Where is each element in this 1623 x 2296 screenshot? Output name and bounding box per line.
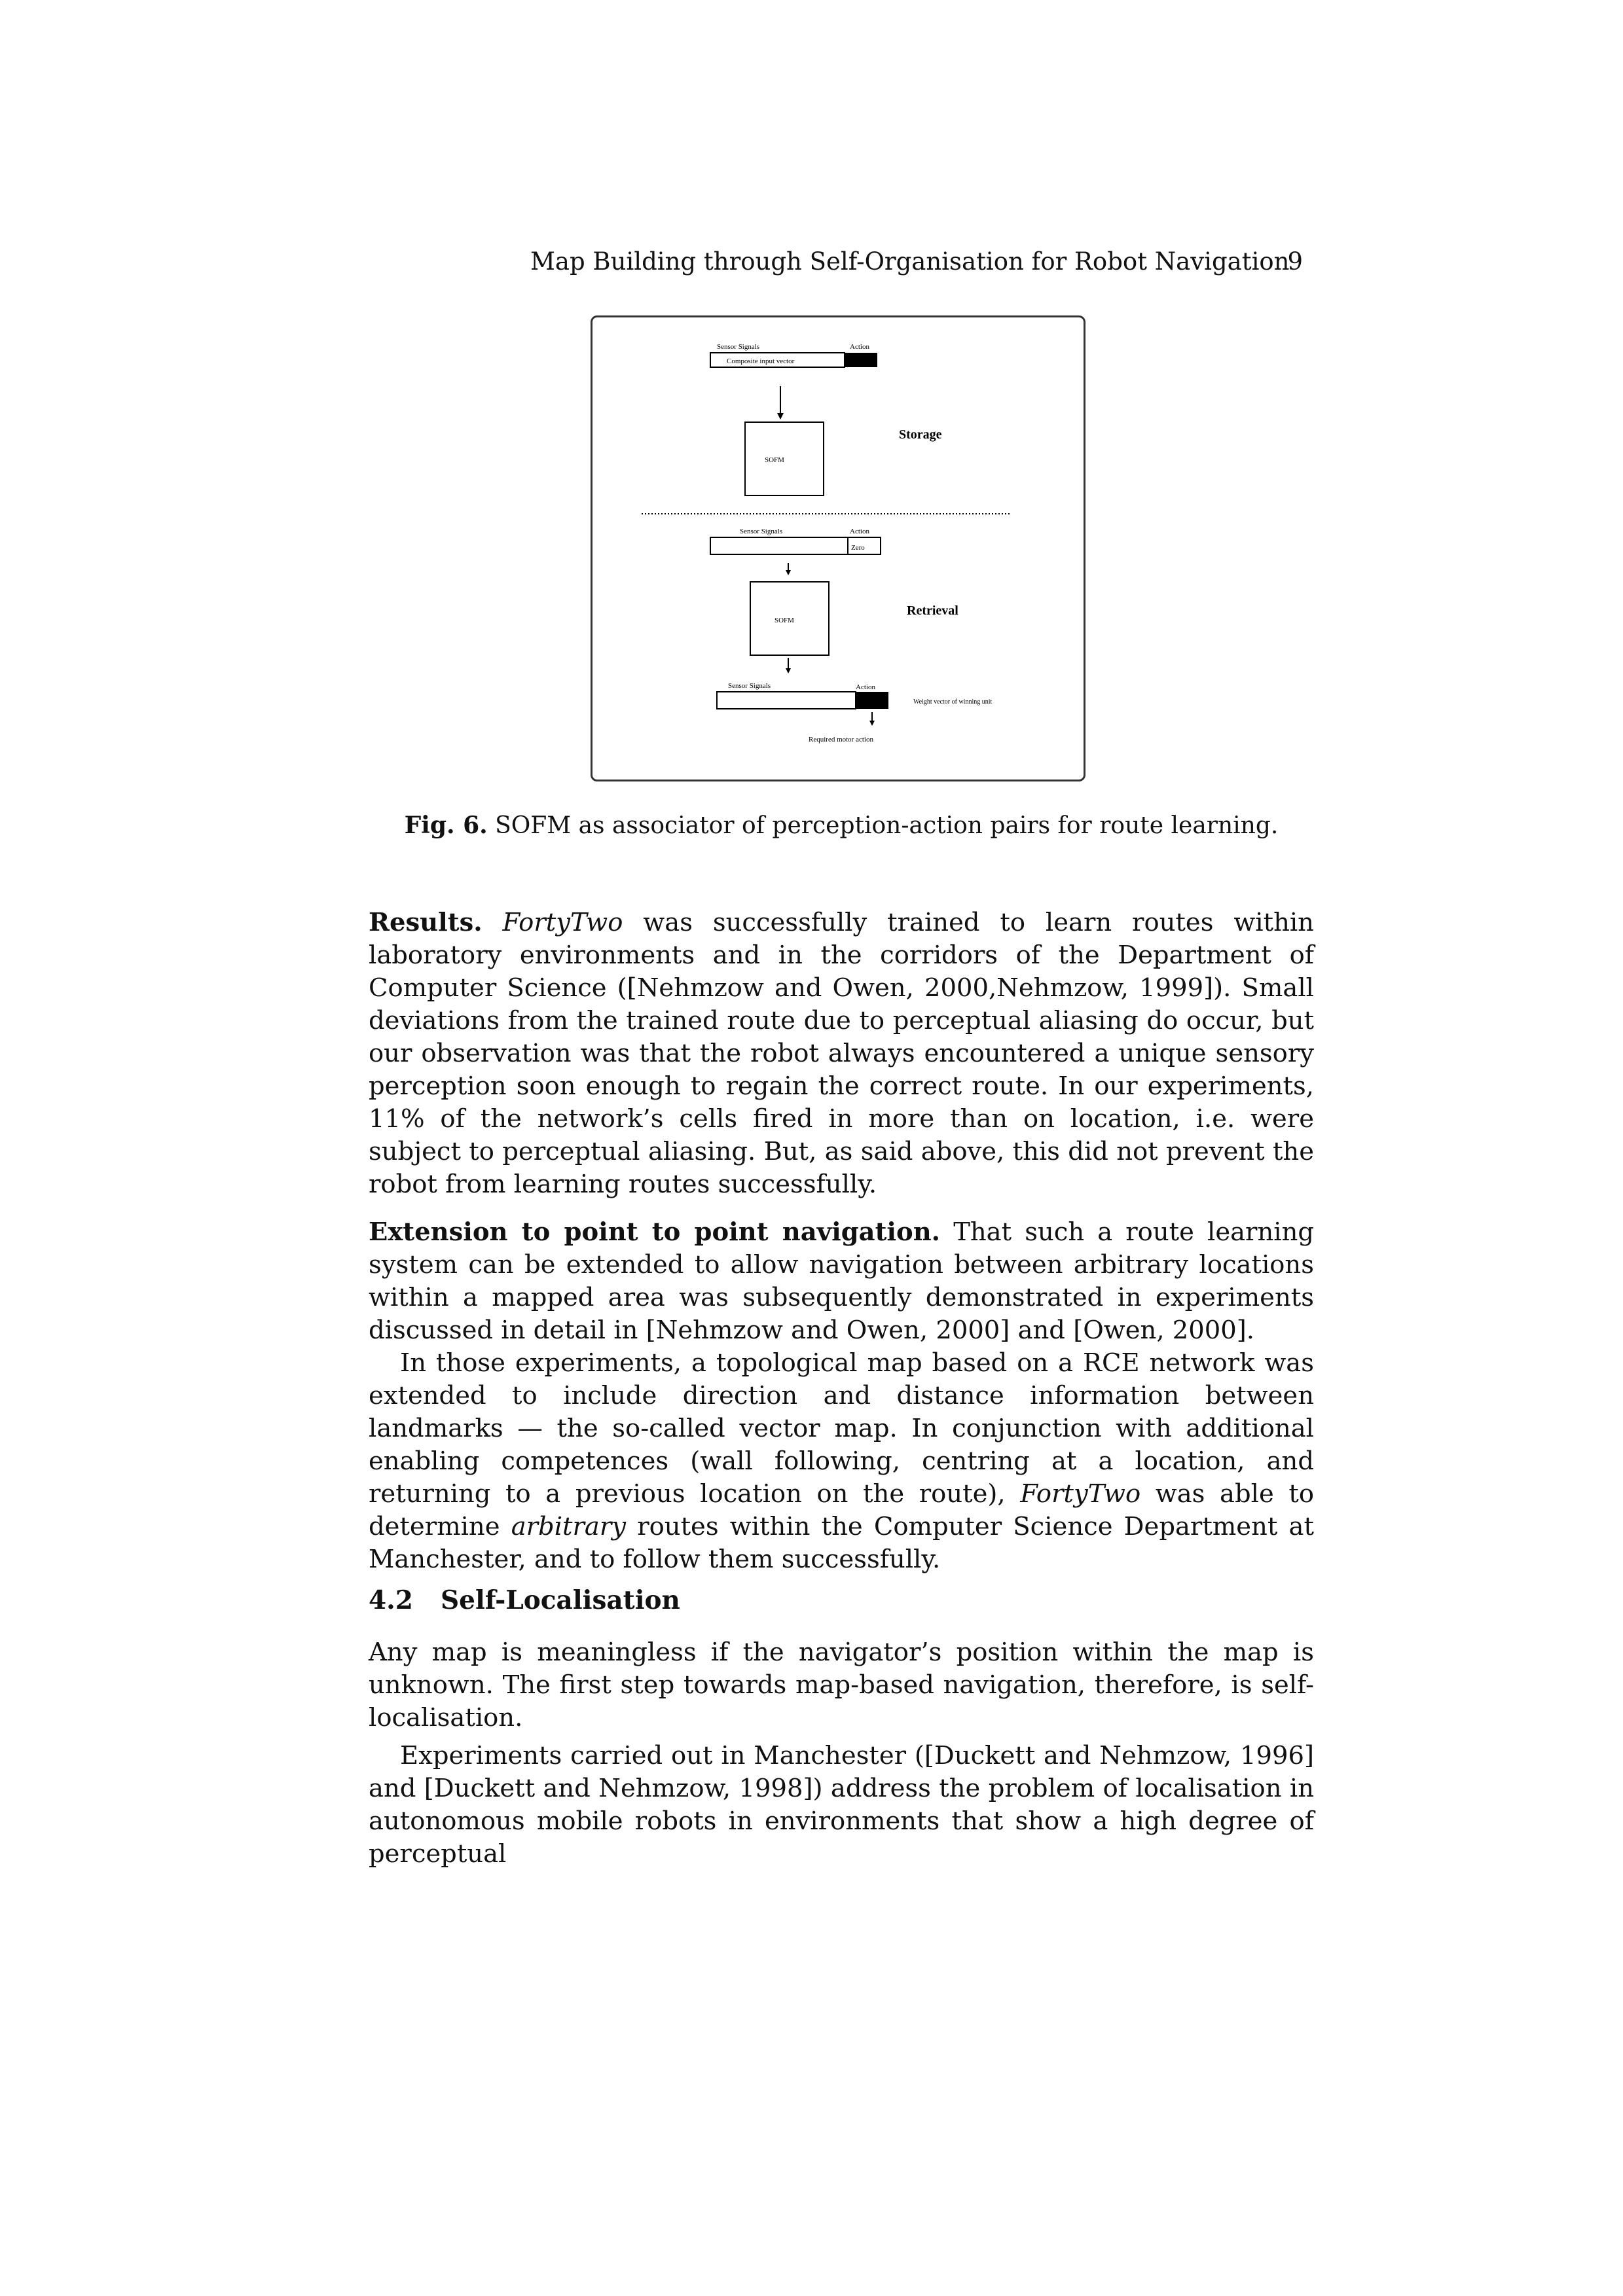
extension-paragraph-2 bbox=[369, 1347, 1314, 1576]
storage-composite-label: Composite input vector bbox=[727, 357, 795, 365]
figure-6 bbox=[591, 315, 1085, 781]
weight-vector-label: Weight vector of winning unit bbox=[913, 698, 993, 706]
weight-vector-action-block bbox=[856, 692, 888, 709]
retrieval-arrow-1-head bbox=[786, 570, 791, 575]
section-title: Self-Localisation bbox=[441, 1585, 680, 1615]
extension-p2-b: was able to determine bbox=[369, 1479, 1315, 1541]
retrieval-out-action-label: Action bbox=[856, 683, 875, 691]
extension-p2-c: routes within the Computer Science Department at Manchester, and to follow them successfully. bbox=[369, 1512, 1314, 1574]
retrieval-sensor-signals-label: Sensor Signals bbox=[740, 528, 783, 535]
caption-label: Fig. 6. bbox=[404, 812, 488, 839]
storage-action-label: Action bbox=[850, 343, 869, 351]
caption-text: SOFM as associator of perception-action pairs for route learning. bbox=[487, 812, 1279, 839]
storage-label: Storage bbox=[899, 427, 942, 442]
storage-sofm-box bbox=[745, 422, 824, 495]
extension-paragraph bbox=[369, 1216, 1314, 1347]
retrieval-zero-label: Zero bbox=[851, 544, 865, 552]
results-paragraph bbox=[369, 906, 1314, 1201]
storage-action-block bbox=[845, 353, 877, 367]
section-number: 4.2 bbox=[369, 1585, 413, 1615]
running-title: Map Building through Self-Organisation for Robot Navigation bbox=[530, 247, 1290, 276]
extension-block bbox=[369, 1216, 1314, 1576]
section-heading bbox=[369, 1585, 680, 1615]
extension-p2-italic1: FortyTwo bbox=[1020, 1479, 1141, 1509]
section-paragraph-1: Any map is meaningless if the navigator’s position within the map is unknown. The first step towards map-based navigation, therefore, is self-localisation. bbox=[369, 1638, 1314, 1732]
extension-p2-a: In those experiments, a topological map based on a RCE network was extended to include direction and distance information between landmarks — the so-called vector map. In conjunction with additional enabling competences (wall following, centring at a location, and returning to a previous location on the route), bbox=[369, 1348, 1314, 1509]
results-text: was successfully trained to learn routes within laboratory environments and in the corridors of the Department of Computer Science ([Nehmzow and Owen, 2000,Nehmzow, 1999]). Small deviations from the trained route due to perceptual aliasing do occur, but our observation was that the robot always encountered a unique sensory perception soon enough to regain the correct route. In our experiments, 11% of the network’s cells fired in more than on location, i.e. were subject to perceptual aliasing. But, as said above, this did not prevent the robot from learning routes successfully. bbox=[369, 908, 1314, 1199]
results-heading: Results. bbox=[369, 908, 483, 937]
figure-6-diagram bbox=[593, 317, 1084, 780]
page-number: 9 bbox=[1287, 247, 1303, 276]
weight-vector-box bbox=[717, 692, 856, 709]
retrieval-arrow-3-head bbox=[869, 721, 875, 726]
section-body bbox=[369, 1636, 1314, 1871]
retrieval-action-label: Action bbox=[850, 528, 869, 535]
retrieval-sofm-label: SOFM bbox=[775, 617, 794, 624]
storage-sofm-label: SOFM bbox=[765, 456, 784, 464]
storage-arrow-head bbox=[777, 413, 784, 420]
running-header bbox=[367, 247, 1316, 287]
retrieval-arrow-2-head bbox=[786, 668, 791, 673]
figure-caption bbox=[367, 812, 1316, 839]
storage-sensor-signals-label: Sensor Signals bbox=[717, 343, 760, 351]
extension-p2-italic2: arbitrary bbox=[511, 1512, 626, 1541]
required-motor-label: Required motor action bbox=[809, 736, 873, 744]
results-paragraph-block bbox=[369, 906, 1314, 1201]
section-paragraph-2: Experiments carried out in Manchester ([Duckett and Nehmzow, 1996] and [Duckett and Nehmzow, 1998]) address the problem of localisation in autonomous mobile robots in environments that show a high degree of perceptual bbox=[369, 1741, 1314, 1869]
extension-heading: Extension to point to point navigation. bbox=[369, 1217, 941, 1247]
retrieval-out-sensor-signals-label: Sensor Signals bbox=[728, 682, 771, 690]
retrieval-input-box bbox=[710, 537, 848, 554]
retrieval-label: Retrieval bbox=[907, 603, 958, 618]
results-italic-name: FortyTwo bbox=[502, 908, 623, 937]
extension-text: That such a route learning system can be extended to allow navigation between arbitrary locations within a mapped area was subsequently demonstrated in experiments discussed in detail in [Nehmzow and Owen, 2000] and [Owen, 2000]. bbox=[369, 1217, 1315, 1345]
